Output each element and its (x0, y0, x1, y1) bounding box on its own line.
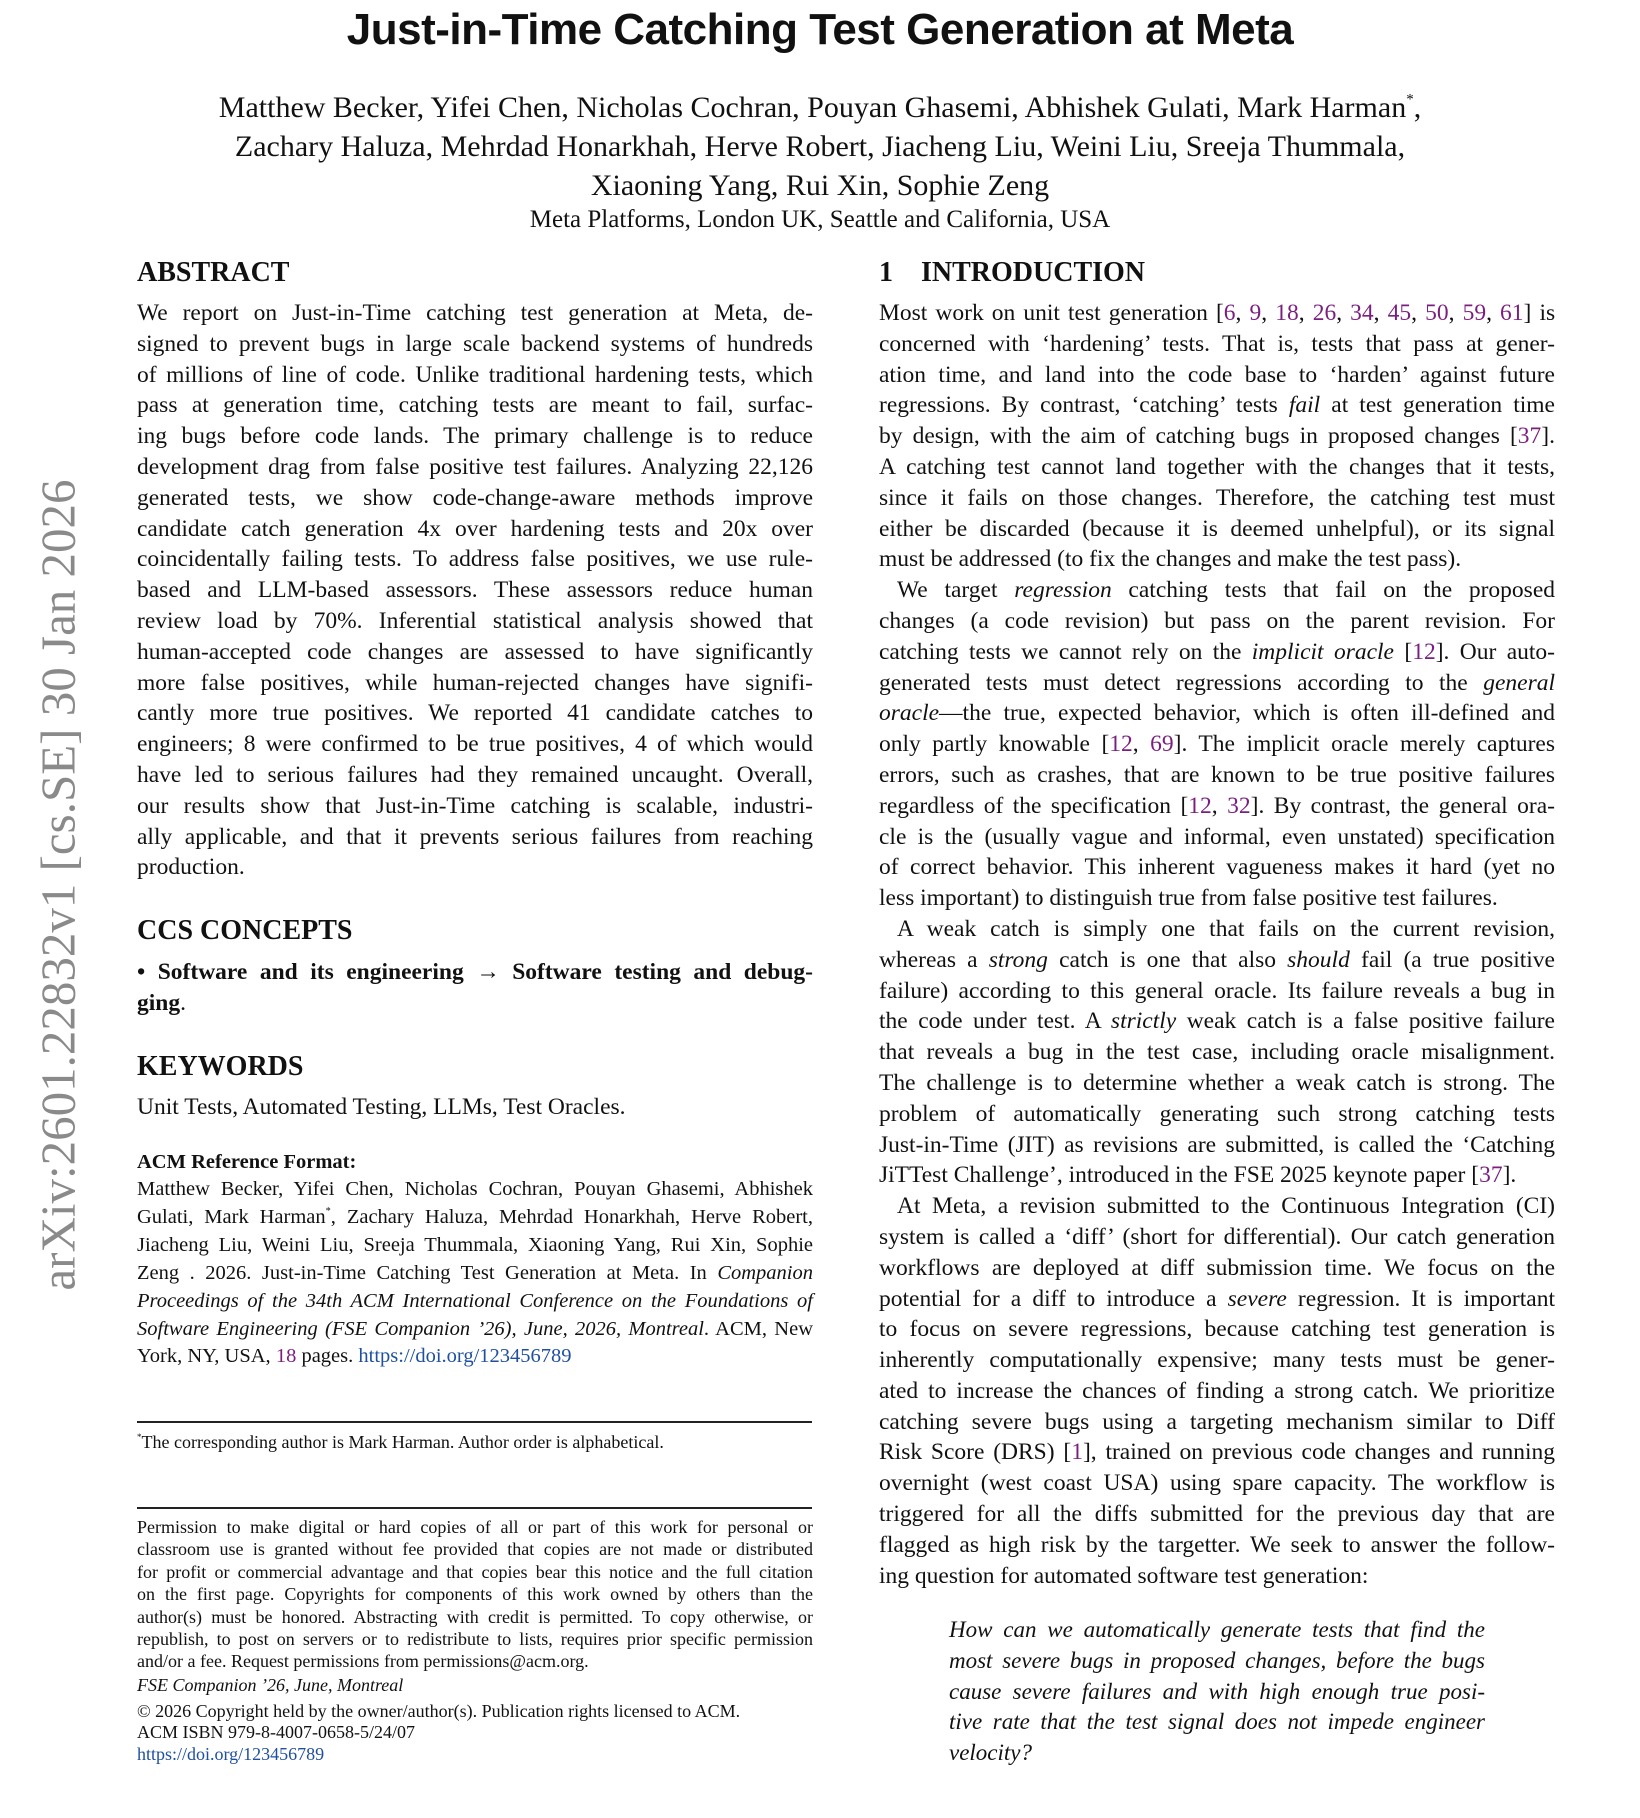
text-segment: fail (a true positive (1349, 946, 1555, 973)
emphasis-text: fail (1288, 392, 1321, 419)
text-segment: , (1261, 300, 1276, 326)
text-segment: classroom use is granted without fee provided that copies are not made or distributed (137, 1539, 813, 1560)
text-segment: , Zachary Haluza, Mehrdad Honarkhah, Herve Robert, (330, 1205, 813, 1228)
text-line (879, 1437, 1555, 1468)
text-segment: , (1373, 300, 1388, 326)
text-segment: have led to serious failures had they remained uncaught. Overall, (137, 761, 813, 788)
text-line (137, 360, 813, 391)
text-line (137, 988, 813, 1019)
text-segment: failure) according to this general oracle. Its failure reveals a bug in (879, 977, 1555, 1004)
text-segment: ] is (1523, 300, 1556, 326)
text-segment: on the first page. Copyrights for components of this work owned by others than the (137, 1584, 813, 1605)
text-line (137, 852, 813, 883)
text-segment: We report on Just-in-Time catching test generation at Meta, de- (137, 300, 813, 326)
text-line (137, 329, 813, 360)
paper-title: Just-in-Time Catching Test Generation at Meta (346, 5, 1294, 54)
text-line (879, 852, 1555, 883)
text-line (137, 1628, 813, 1650)
text-segment: engineers; 8 were confirmed to be true positives, 4 of which would (137, 731, 813, 758)
text-segment: velocity? (949, 1740, 1033, 1766)
text-line (879, 1130, 1555, 1161)
text-segment: generated tests, we show code-change-aware methods improve (137, 484, 813, 511)
text-segment: weak catch is a false positive failure (1176, 1008, 1555, 1035)
text-line (879, 1006, 1555, 1037)
text-segment: Jiacheng Liu, Weini Liu, Sreeja Thummala, Xiaoning Yang, Rui Xin, Sophie (137, 1233, 813, 1256)
text-segment: ], trained on previous code changes and running (1082, 1439, 1556, 1466)
text-line (879, 976, 1555, 1007)
link[interactable]: https://doi.org/123456789 (358, 1345, 572, 1368)
text-segment: ]. Our auto- (1435, 638, 1555, 665)
text-line (879, 514, 1555, 545)
citation-link[interactable]: 12 (1412, 638, 1436, 665)
text-segment: How can we automatically generate tests that find the (949, 1617, 1485, 1642)
text-line (879, 1468, 1555, 1499)
emphasis-text: severe (1227, 1285, 1287, 1312)
text-line (949, 1646, 1485, 1677)
text-segment: concerned with ‘hardening’ tests. That is, tests that pass at gener- (879, 330, 1555, 357)
text-segment: Most work on unit test generation [ (879, 300, 1224, 326)
text-segment: for profit or commercial advantage and that copies bear this notice and the full citation (137, 1561, 813, 1582)
text-line (879, 1314, 1555, 1345)
text-segment: author(s) must be honored. Abstracting with credit is permitted. To copy otherwise, or (137, 1606, 813, 1627)
text-segment: must be addressed (to fix the changes and make the test pass). (879, 546, 1462, 573)
text-segment: to focus on severe regressions, because catching test generation is (879, 1316, 1555, 1343)
text-segment: , (1211, 792, 1228, 819)
text-line (137, 1260, 813, 1288)
text-line (879, 760, 1555, 791)
text-segment: Just-in-Time (JIT) as revisions are submitted, is called the ‘Catching (879, 1131, 1555, 1158)
text-line (879, 791, 1555, 822)
emphasis-text: Companion (717, 1261, 813, 1284)
citation-link[interactable]: 37 (1479, 1162, 1503, 1189)
text-line (879, 1561, 1555, 1592)
text-segment: pages. (296, 1345, 359, 1368)
text-segment: either be discarded (because it is deemed unhelpful), or its signal (879, 515, 1555, 542)
text-segment: workflows are deployed at diff submission time. We focus on the (879, 1254, 1555, 1281)
acm-reference-body (137, 1176, 813, 1371)
text-line (137, 1516, 813, 1538)
citation-link[interactable]: 34 (1350, 300, 1374, 326)
citation-link[interactable]: 26 (1312, 300, 1337, 326)
text-segment: pass at generation time, catching tests are meant to fail, surfac- (137, 392, 813, 419)
citation-link[interactable]: 69 (1150, 731, 1174, 758)
text-line (879, 883, 1555, 914)
text-segment: ]. The implicit oracle merely captures (1173, 731, 1555, 758)
text-segment: generated tests must detect regressions according to the (879, 669, 1484, 696)
emphasis-text: Software Engineering (FSE Companion ’26), June, 2026, Montreal (137, 1317, 704, 1340)
text-segment: Gulati, Mark Harman (137, 1205, 326, 1228)
text-segment: only partly knowable [ (879, 731, 1110, 758)
text-segment: changes (a code revision) but pass on the parent revision. For (879, 607, 1555, 634)
isbn-line: ACM ISBN 979-8-4007-0658-5/24/07 (137, 1722, 415, 1742)
ccs-concepts-body (137, 957, 813, 1019)
text-line (137, 544, 813, 575)
text-line (879, 1530, 1555, 1561)
text-segment: our results show that Just-in-Time catching is scalable, industri- (137, 792, 813, 819)
text-line (137, 668, 813, 699)
citation-link[interactable]: 12 (1109, 731, 1133, 758)
text-segment: Matthew Becker, Yifei Chen, Nicholas Cochran, Pouyan Ghasemi, Abhishek (137, 1178, 813, 1200)
text-segment: ation time, and land into the code base to ‘harden’ against future (879, 361, 1555, 388)
text-segment: ing bugs before code lands. The primary challenge is to reduce (137, 423, 813, 450)
citation-link[interactable]: 50 (1425, 300, 1449, 326)
text-segment: , (1132, 731, 1151, 758)
text-segment: —the true, expected behavior, which is often ill-defined and (939, 700, 1555, 727)
emphasis-text: strictly (1110, 1008, 1177, 1035)
text-segment: , (1486, 300, 1501, 326)
text-line (879, 1037, 1555, 1068)
text-segment: the code under test. A (879, 1008, 1111, 1035)
text-segment: overnight (west coast USA) using spare capacity. The workflow is (879, 1470, 1555, 1497)
text-segment: triggered for all the diffs submitted for the previous day that are (879, 1501, 1555, 1528)
copyright-line: © 2026 Copyright held by the owner/author(s). Publication rights licensed to ACM. (137, 1701, 741, 1721)
text-line (137, 1343, 813, 1371)
text-segment: most severe bugs in proposed changes, before the bugs (949, 1647, 1485, 1673)
text-segment: potential for a diff to introduce a (879, 1285, 1228, 1312)
text-line (137, 514, 813, 545)
emphasis-text: strong (988, 946, 1048, 973)
keywords-body (137, 1092, 813, 1123)
text-segment: inherently computationally expensive; many tests must be gener- (879, 1347, 1555, 1374)
text-line (137, 1232, 813, 1260)
arxiv-identifier-stamp: arXiv:2601.22832v1 [cs.SE] 30 Jan 2026 (30, 479, 86, 1291)
text-line (949, 1738, 1485, 1769)
text-segment: Unit Tests, Automated Testing, LLMs, Test Oracles. (137, 1094, 626, 1120)
text-line (879, 1284, 1555, 1315)
text-line (137, 1176, 813, 1204)
citation-link[interactable]: 9 (1249, 300, 1262, 326)
text-line (137, 1561, 813, 1583)
abstract-heading: ABSTRACT (137, 257, 290, 288)
text-line (879, 698, 1555, 729)
text-segment: Risk Score (DRS) [ (879, 1439, 1072, 1466)
text-line (137, 390, 813, 421)
author-line-1-end: , (1413, 91, 1422, 124)
text-segment: ]. (1502, 1162, 1517, 1189)
text-line (879, 1376, 1555, 1407)
permission-divider (137, 1507, 812, 1509)
text-line (879, 1345, 1555, 1376)
text-line (879, 945, 1555, 976)
emphasis-text: Proceedings of the 34th ACM International Conference on the Foundations of (137, 1289, 813, 1312)
text-line (137, 452, 813, 483)
text-segment: of correct behavior. This inherent vagueness makes it hard (yet no (879, 854, 1555, 881)
doi-link[interactable]: https://doi.org/123456789 (137, 1744, 325, 1764)
text-line (137, 1583, 813, 1605)
abstract-body (137, 298, 813, 883)
citation-link[interactable]: 59 (1462, 300, 1487, 326)
text-line (137, 822, 813, 853)
text-line (879, 637, 1555, 668)
text-line (879, 1253, 1555, 1284)
text-segment: York, NY, USA, (137, 1345, 276, 1368)
text-segment: ]. (1541, 423, 1555, 450)
text-line (879, 1068, 1555, 1099)
text-segment: since it fails on those changes. Therefore, the catching test must (879, 484, 1555, 511)
text-line (879, 329, 1555, 360)
text-line (879, 483, 1555, 514)
author-line-1: Matthew Becker, Yifei Chen, Nicholas Cochran, Pouyan Ghasemi, Abhishek Gulati, Mark Harman (218, 91, 1407, 124)
text-segment: flagged as high risk by the targetter. We seek to answer the follow- (879, 1531, 1555, 1558)
text-segment: regressions. By contrast, ‘catching’ tests (879, 392, 1289, 419)
text-line (879, 360, 1555, 391)
section-title: INTRODUCTION (921, 257, 1146, 288)
emphasis-text: regression (1014, 577, 1112, 604)
text-segment: review load by 70%. Inferential statistical analysis showed that (137, 607, 813, 634)
text-segment: human-accepted code changes are assessed to have significantly (137, 638, 813, 665)
text-line (879, 1160, 1555, 1191)
text-line (137, 421, 813, 452)
author-list (0, 88, 1640, 205)
text-segment: , (1448, 300, 1463, 326)
text-segment: development drag from false positive test failures. Analyzing 22,126 (137, 453, 813, 480)
text-segment: regardless of the specification [ (879, 792, 1189, 819)
text-line (137, 1650, 813, 1672)
text-line (137, 791, 813, 822)
citation-link[interactable]: 32 (1227, 792, 1251, 819)
citation-link[interactable]: 18 (1275, 300, 1299, 326)
text-segment: cantly more true positives. We reported 41 candidate catches to (137, 700, 813, 727)
introduction-heading (879, 256, 1145, 290)
text-line (137, 298, 813, 329)
text-line (137, 1538, 813, 1560)
text-segment: , (1235, 300, 1250, 326)
text-segment: more false positives, while human-rejected changes have signifi- (137, 669, 813, 696)
citation-link[interactable]: 37 (1517, 423, 1542, 450)
text-line (137, 575, 813, 606)
corresponding-author-mark: * (1406, 91, 1414, 108)
text-segment: ally applicable, and that it prevents serious failures from reaching (137, 823, 813, 850)
text-line (949, 1677, 1485, 1708)
footnote-text: The corresponding author is Mark Harman. Author order is alphabetical. (141, 1432, 664, 1452)
text-segment: by design, with the aim of catching bugs in proposed changes [ (879, 423, 1518, 450)
text-line (879, 1191, 1555, 1222)
text-line (879, 452, 1555, 483)
text-segment: coincidentally failing tests. To address false positives, we use rule- (137, 546, 813, 573)
text-segment: signed to prevent bugs in large scale backend systems of hundreds (137, 330, 813, 357)
text-line (137, 637, 813, 668)
emphasis-text: general (1483, 669, 1555, 696)
text-segment: cause severe failures and with high enough true posi- (949, 1678, 1485, 1704)
keywords-heading: KEYWORDS (137, 1051, 304, 1082)
emphasis-text: implicit oracle (1251, 638, 1394, 665)
text-line (137, 729, 813, 760)
venue-line: FSE Companion ’26, June, Montreal (137, 1675, 404, 1695)
text-line (879, 1099, 1555, 1130)
superscript-mark: * (325, 1205, 331, 1217)
author-line-3: Xiaoning Yang, Rui Xin, Sophie Zeng (590, 169, 1050, 202)
text-line (137, 483, 813, 514)
text-segment: . (180, 989, 186, 1016)
text-line (879, 421, 1555, 452)
text-line (137, 1204, 813, 1232)
text-segment: JiTTest Challenge’, introduced in the FSE 2025 keynote paper [ (879, 1162, 1480, 1189)
citation-link[interactable]: 1 (1071, 1439, 1083, 1466)
text-segment: , (1336, 300, 1351, 326)
text-segment: We target (897, 577, 1015, 604)
text-segment: The challenge is to determine whether a weak catch is strong. The (879, 1069, 1555, 1096)
text-line (879, 298, 1555, 329)
text-segment: A weak catch is simply one that fails on the current revision, (897, 915, 1555, 942)
text-line (949, 1615, 1485, 1646)
footnote-divider (137, 1421, 812, 1423)
text-line (879, 668, 1555, 699)
citation-link[interactable]: 6 (1223, 300, 1236, 326)
author-line-2: Zachary Haluza, Mehrdad Honarkhah, Herve Robert, Jiacheng Liu, Weini Liu, Sreeja Thummala, (234, 130, 1406, 163)
text-segment: At Meta, a revision submitted to the Continuous Integration (CI) (897, 1193, 1555, 1220)
text-segment: and/or a fee. Request permissions from permissions@acm.org. (137, 1651, 589, 1672)
text-segment: of millions of line of code. Unlike traditional hardening tests, which (137, 361, 813, 388)
text-segment: A catching test cannot land together with the changes that it tests, (879, 453, 1555, 480)
text-segment: that reveals a bug in the test case, including oracle misalignment. (879, 1039, 1555, 1066)
text-line (879, 606, 1555, 637)
text-line (879, 1407, 1555, 1438)
text-segment: system is called a ‘diff’ (short for differential). Our catch generation (879, 1223, 1555, 1250)
affiliation: Meta Platforms, London UK, Seattle and California, USA (529, 206, 1111, 233)
text-segment: ]. By contrast, the general ora- (1250, 792, 1556, 819)
text-segment: ated to increase the chances of finding a strong catch. We prioritize (879, 1377, 1555, 1404)
text-line (137, 760, 813, 791)
text-segment: catching tests we cannot rely on the (879, 638, 1252, 665)
bold-text: • Software and its engineering → Software testing and debug- (137, 959, 813, 985)
text-line (879, 822, 1555, 853)
text-segment: Permission to make digital or hard copies of all or part of this work for personal or (137, 1517, 813, 1537)
text-segment: republish, to post on servers or to redistribute to lists, requires prior specific permission (137, 1629, 813, 1650)
text-segment: less important) to distinguish true from false positive test failures. (879, 885, 1498, 912)
text-line (137, 698, 813, 729)
text-line (879, 1222, 1555, 1253)
introduction-body (879, 298, 1555, 1591)
text-line (879, 729, 1555, 760)
text-line (879, 544, 1555, 575)
text-segment: cle is the (usually vague and informal, even unstated) specification (879, 823, 1555, 850)
research-question (949, 1615, 1485, 1769)
text-segment: catch is one that also (1047, 946, 1288, 973)
text-segment: based and LLM-based assessors. These assessors reduce human (137, 577, 813, 604)
text-line (137, 606, 813, 637)
text-line (137, 1606, 813, 1628)
text-line (137, 1092, 813, 1123)
section-number: 1 (879, 257, 893, 288)
text-segment: at test generation time (1320, 392, 1555, 419)
citation-link[interactable]: 45 (1387, 300, 1412, 326)
emphasis-text: should (1287, 946, 1350, 973)
text-line (137, 957, 813, 988)
text-segment: catching severe bugs using a targeting mechanism similar to Diff (879, 1408, 1555, 1435)
text-segment: errors, such as crashes, that are known to be true positive failures (879, 761, 1555, 788)
text-segment: , (1411, 300, 1426, 326)
text-segment: candidate catch generation 4x over hardening tests and 20x over (137, 515, 813, 542)
acm-reference-heading: ACM Reference Format: (137, 1151, 357, 1173)
text-segment: production. (137, 854, 245, 881)
text-segment: [ (1394, 638, 1413, 665)
text-segment: , (1298, 300, 1313, 326)
citation-link[interactable]: 12 (1188, 792, 1212, 819)
text-segment: ing question for automated software test generation: (879, 1562, 1369, 1589)
ccs-concepts-heading: CCS CONCEPTS (137, 915, 353, 946)
text-line (137, 1288, 813, 1316)
emphasis-text: oracle (879, 700, 940, 727)
text-line (879, 914, 1555, 945)
text-line (879, 390, 1555, 421)
text-line (137, 1316, 813, 1344)
text-segment: regression. It is important (1286, 1285, 1555, 1312)
text-segment: . ACM, New (703, 1317, 813, 1340)
bold-text: ging (137, 989, 181, 1016)
text-segment: problem of automatically generating such strong catching tests (879, 1100, 1555, 1127)
text-line (949, 1707, 1485, 1738)
permission-notice (137, 1516, 813, 1673)
footnote (137, 1431, 664, 1453)
text-segment: whereas a (879, 946, 989, 973)
text-line (879, 575, 1555, 606)
citation-link[interactable]: 61 (1500, 300, 1524, 326)
text-line (879, 1499, 1555, 1530)
footnote-mark: * (137, 1431, 142, 1442)
text-segment: Zeng . 2026. Just-in-Time Catching Test Generation at Meta. In (137, 1261, 718, 1284)
text-segment: catching tests that fail on the proposed (1111, 577, 1555, 604)
citation-link[interactable]: 18 (275, 1345, 297, 1368)
text-segment: tive rate that the test signal does not impede engineer (949, 1709, 1485, 1735)
